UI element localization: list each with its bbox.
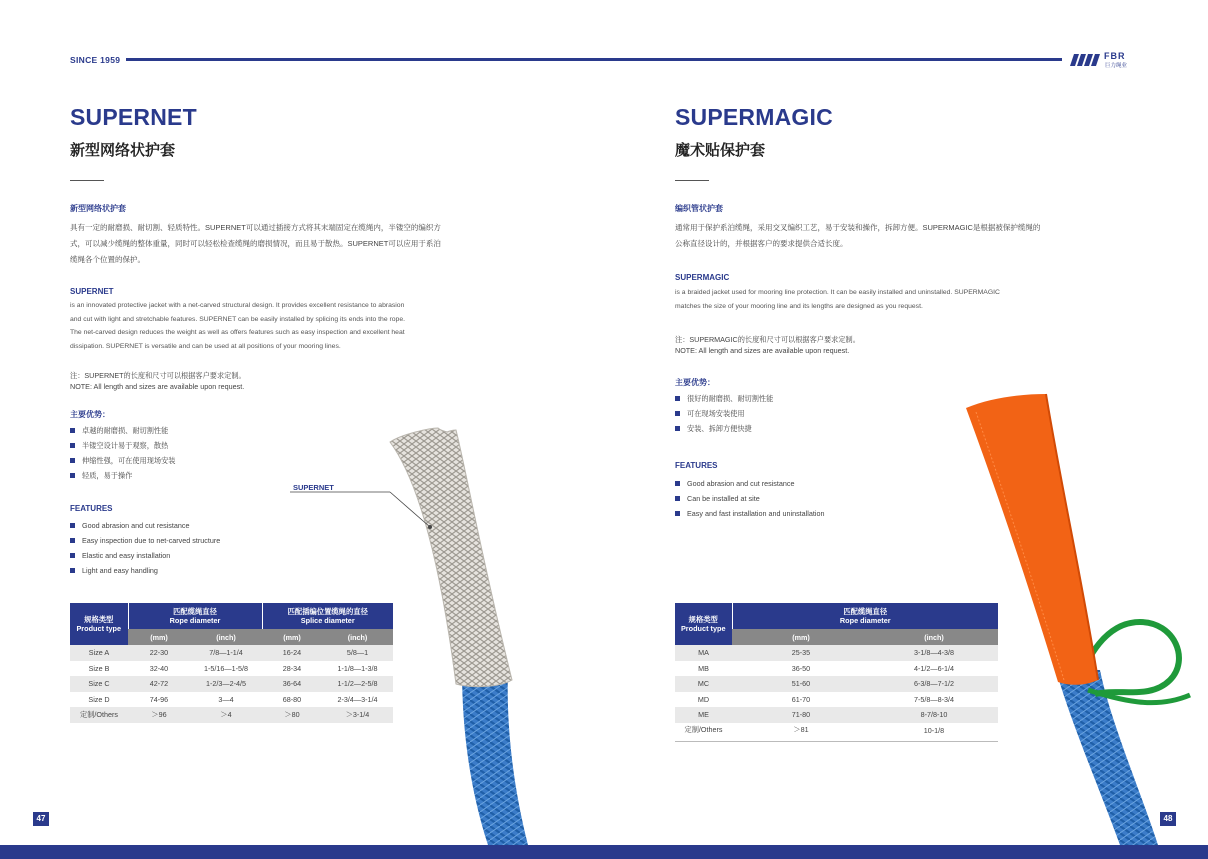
supernet-spec-table: 规格类型 Product type 匹配缆绳直径 Rope diameter 匹配插编位置缆绳的直径 Splice diameter (mm) (inch) (mm) (inch) Size A 22-30 7/8—1-1/4 16-24 5/8—1 Size B 32-40 1-5/16—1-5/8 28-34 1-1/8—1-3/8 Size C 42-72 1-2/3—2-4/5 36-64 1-1/2—2-5/8 Size D 74-96 3—4 68-80 2-3/4—3-1/4 定制/Others ＞96 ＞4 ＞80 ＞3-1/4 (70, 603, 393, 723)
list-item: 可在现场安装使用 (675, 406, 773, 421)
supernet-rope (462, 670, 528, 845)
advantages-list (675, 391, 773, 436)
list-item: 半镂空设计易于观察，散热 (70, 438, 175, 453)
page-subtitle: 新型网络状护套 (70, 142, 176, 159)
advantages-list (70, 423, 175, 483)
note: 注：SUPERMAGIC的长度和尺寸可以根据客户要求定制。 NOTE: All length and sizes are available upon request. (675, 335, 860, 355)
logo-subtext: 巨力绳业 (1105, 63, 1128, 69)
table-row: MB 36-50 4-1/2—6-1/4 (698, 663, 954, 673)
note: 注：SUPERNET的长度和尺寸可以根据客户要求定制。 NOTE: All length and sizes are available upon request. (70, 371, 246, 391)
section-en-title: SUPERNET (70, 287, 114, 296)
supernet-callout: SUPERNET (293, 483, 334, 492)
page-subtitle: 魔术贴保护套 (675, 142, 766, 159)
table-bottom-rule (675, 741, 998, 742)
table-row: Size B 32-40 1-5/16—1-5/8 28-34 1-1/8—1-3/8 (88, 663, 378, 673)
supermagic-strap (1080, 622, 1190, 703)
advantages-title: 主要优势： (675, 378, 715, 387)
table-row: MD 61-70 7-5/8—8-3/4 (697, 694, 954, 704)
list-item: Easy inspection due to net-carved structure (70, 533, 220, 548)
page-number: 47 (33, 812, 49, 826)
supermagic-spec-table: 规格类型 Product type 匹配缆绳直径 Rope diameter (mm) (inch) MA 25-35 3-1/8—4-3/8 MB 36-50 4-1/2—6-1/4 MC 51-60 6-3/8—7-1/2 MD 61-70 7-5/8—8-3/4 ME 71-80 8-7/8-10 定制/Others ＞81 10-1/8 (675, 603, 998, 738)
supernet-sleeve (390, 427, 516, 687)
table-row: Size D 74-96 3—4 68-80 2-3/4—3-1/4 (88, 694, 378, 704)
section-cn-title: 新型网络状护套 (70, 204, 126, 213)
section-cn-title: 编织管状护套 (675, 204, 723, 213)
description-en: is an innovated protective jacket with a net-carved structural design. It provides excellent resistance to abrasion and cut with light and stretchable features. SUPERNET can be easily installed by splicing its ends into the rope. The net-carved design reduces the weight as well as offers features such as easy inspection and excellent heat dissipation. SUPERNET is versatile and can be used at all positions of your mooring lines. (70, 302, 405, 350)
logo-text: FBR (1104, 51, 1126, 61)
header-product-type: 规格类型 Product type (675, 603, 732, 645)
features-list (70, 518, 220, 578)
list-item: Easy and fast installation and uninstallation (675, 506, 824, 521)
header-splice-diameter: 匹配插编位置缆绳的直径 Splice diameter (262, 603, 393, 629)
description-cn: 通常用于保护系泊缆绳，采用交叉编织工艺，易于安装和操作，拆卸方便。SUPERMAGIC是根据被保护缆绳的 公称直径设计的，并根据客户的要求提供合适长度。 (675, 223, 1041, 248)
features-list (675, 476, 824, 521)
table-row: Size C 42-72 1-2/3—2-4/5 36-64 1-1/2—2-5/8 (70, 676, 393, 692)
section-en-title: SUPERMAGIC (675, 273, 730, 282)
table-row: ME 71-80 8-7/8-10 (675, 707, 998, 723)
list-item: Good abrasion and cut resistance (70, 518, 220, 533)
features-title: FEATURES (675, 461, 718, 470)
list-item: Can be installed at site (675, 491, 824, 506)
title-rule (675, 180, 709, 181)
page-number: 48 (1160, 812, 1176, 826)
table-row: 定制/Others ＞96 ＞4 ＞80 ＞3-1/4 (70, 707, 393, 723)
table-row: 定制/Others ＞81 10-1/8 (684, 725, 945, 735)
table-row: Size A 22-30 7/8—1-1/4 16-24 5/8—1 (70, 645, 393, 661)
list-item: 卓越的耐磨损、耐切割性能 (70, 423, 175, 438)
description-en: is a braided jacket used for mooring line protection. It can be easily installed and uninstalled. SUPERMAGIC matches the size of your mooring line and its lengths are designed as you request. (675, 289, 1000, 310)
header-rope-diameter: 匹配缆绳直径 Rope diameter (732, 603, 998, 629)
page-title: SUPERNET (70, 104, 197, 130)
list-item: 伸缩性强，可在使用现场安装 (70, 453, 175, 468)
advantages-title: 主要优势： (70, 410, 110, 419)
list-item: 轻质，易于操作 (70, 468, 175, 483)
features-title: FEATURES (70, 504, 113, 513)
table-row: MA 25-35 3-1/8—4-3/8 (675, 645, 998, 661)
description-cn: 具有一定的耐磨损、耐切割、轻质特性。SUPERNET可以通过插接方式将其末端固定在缆绳内，半镂空的编织方 式，可以减少缆绳的整体重量，同时可以轻松检查缆绳的磨损情况，而且易于散热。SUPERNET可以应用于系泊 缆绳各个位置的保护。 (70, 223, 441, 264)
list-item: 安装、拆卸方便快捷 (675, 421, 773, 436)
list-item: Good abrasion and cut resistance (675, 476, 824, 491)
header-product-type: 规格类型 Product type (70, 603, 128, 645)
list-item: 很好的耐磨损、耐切割性能 (675, 391, 773, 406)
header-rope-diameter: 匹配缆绳直径 Rope diameter (128, 603, 262, 629)
callout-line (290, 491, 440, 531)
list-item: Elastic and easy installation (70, 548, 220, 563)
table-row: MC 51-60 6-3/8—7-1/2 (675, 676, 998, 692)
since-label: SINCE 1959 (70, 55, 121, 65)
page-title: SUPERMAGIC (675, 104, 833, 130)
list-item: Light and easy handling (70, 563, 220, 578)
footer-bar (0, 845, 1208, 859)
title-rule (70, 180, 104, 181)
